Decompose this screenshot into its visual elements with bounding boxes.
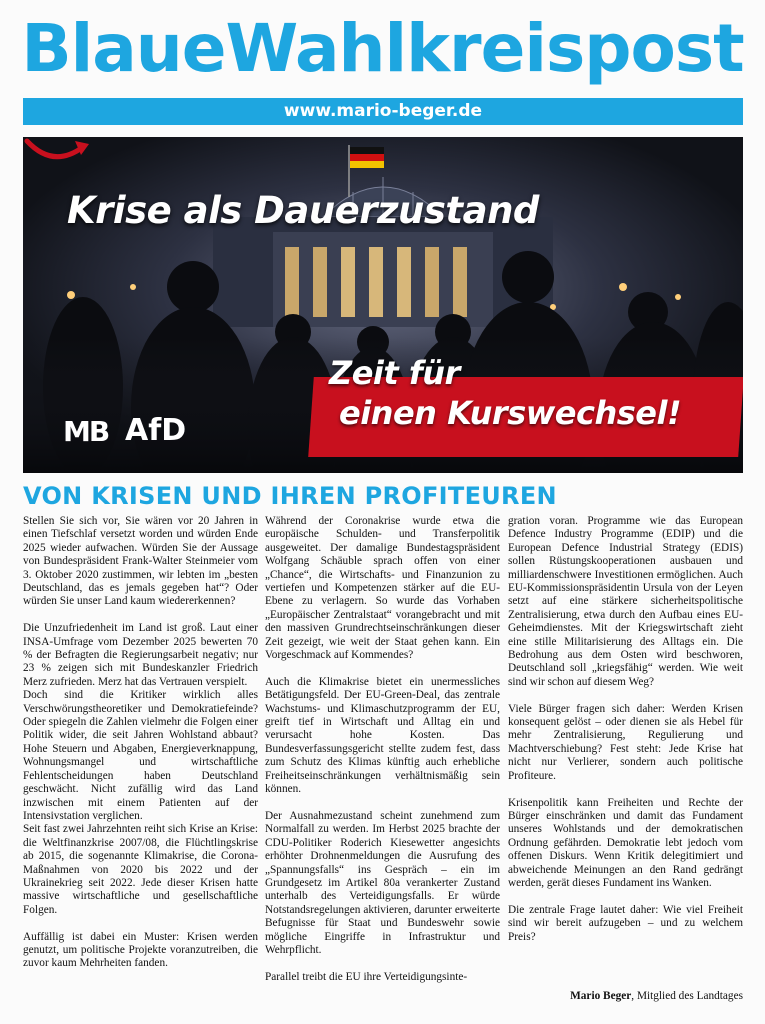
paragraph: Viele Bürger fragen sich daher: Werden Krisen konsequent gelöst – oder dienen sie als Hebel für mehr Zentralisierung, Regulierung und Machtverschiebung? Fest steht: Jede Krise hat nicht nur Verlierer, sondern auch politische Profiteure.	[508, 702, 743, 782]
article-column-3	[508, 515, 743, 957]
afd-logo: AfD	[125, 413, 187, 448]
author-name: Mario Beger	[570, 990, 632, 1002]
author-role: , Mitglied des Landtages	[631, 990, 743, 1002]
website-url-bar[interactable]	[23, 98, 743, 125]
article-column-2	[265, 515, 500, 998]
hero-subheadline-line2: einen Kurswechsel!	[339, 394, 682, 432]
paragraph: gration voran. Programme wie das European Defence Industry Programme (EDIP) und die European Defence Industrial Strategy (EDIS) sollen Rüstungskooperationen ausbauen und milliardenschwere Investitionen ermöglichen. Auch EU-Kommissionspräsidentin Ursula von der Leyen setzt auf eine stärkere sicherheitspolitische Zentralisierung, etwa durch den Aufbau eines EU-Geheimdienstes. Mit der Kriegswirtschaft zieht eine stille Militarisierung des Alltags ein. Die Bedrohung aus dem Osten wird beschworen, Deutschland soll „kriegsfähig“ werden. Wie weit sind wir schon auf diesem Weg?	[508, 515, 743, 688]
paragraph: Auffällig ist dabei ein Muster: Krisen werden genutzt, um politische Projekte voranzutreiben, die zuvor kaum Mehrheiten fanden.	[23, 930, 258, 970]
paragraph: Stellen Sie sich vor, Sie wären vor 20 Jahren in einen Tiefschlaf versetzt worden und würden Ende 2025 wieder aufwachen. Würden Sie der Aussage von Bundespräsident Frank-Walter Steinmeier vom 3. Oktober 2020 zustimmen, wir lebten im „besten Deutschland, das es jemals gegeben hat“? Oder würden Sie unser Land kaum wiedererkennen?	[23, 515, 258, 608]
paragraph: Seit fast zwei Jahrzehnten reiht sich Krise an Krise: die Weltfinanzkrise 2007/08, die Flüchtlingskrise ab 2015, die sogenannte Klimakrise, die Corona-Maßnahmen von 2020 bis 2022 und der Ukrainekrieg seit 2022. Jede dieser Krisen hatte massive wirtschaftliche und gesellschaftliche Folgen.	[23, 823, 258, 916]
hero-image	[23, 137, 743, 473]
paragraph: Krisenpolitik kann Freiheiten und Rechte der Bürger einschränken und damit das Fundament unseres Wohlstands und der demokratischen Ordnung gefährden. Demokratie lebt jedoch vom offenen Diskurs. Wenn Kritik delegitimiert und abweichende Meinungen an den Rand gedrängt werden, gerät dieses Fundament ins Wanken.	[508, 796, 743, 889]
paragraph: Auch die Klimakrise bietet ein unermessliches Betätigungsfeld. Der EU-Green-Deal, das zentrale Wachstums- und Klimaschutzprogramm der EU, greift tief in Wirtschaft und Alltag ein und verursacht hohe Kosten. Das Bundesverfassungsgericht stellte zudem fest, dass zum Schutz des Klimas künftig auch erhebliche Freiheitseinschränkungen verhältnismäßig sein können.	[265, 675, 500, 796]
hero-subheadline	[329, 353, 681, 433]
website-url[interactable]: www.mario-beger.de	[283, 101, 483, 121]
paragraph: Doch sind die Kritiker wirklich alles Verschwörungstheoretiker und Demokratiefeinde? Oder spiegeln die Zahlen vielmehr die Folgen einer Politik wider, die seit Jahren Wohlstand abbaut? Hohe Steuern und Abgaben, Energieverknappung, Wohnungsmangel und wirtschaftliche Fehlentscheidungen haben Deutschland geschwächt. Nicht zufällig wird das Land inzwischen mit einem Patienten auf der Intensivstation verglichen.	[23, 689, 258, 822]
paragraph: Der Ausnahmezustand scheint zunehmend zum Normalfall zu werden. Im Herbst 2025 brachte der CDU-Politiker Roderich Kiesewetter angesichts erhöhter Drohnenmeldungen die Ausrufung des „Spannungsfalls“ ins Gespräch – ein im Grundgesetz im Artikel 80a verankerter Zustand unterhalb des Verteidigungsfalls. Er würde Notstandsregelungen aktivieren, darunter erweiterte Befugnisse für Staat und Bundeswehr sowie mögliche Eingriffe in Infrastruktur und Wehrpflicht.	[265, 809, 500, 956]
paragraph: Die Unzufriedenheit im Land ist groß. Laut einer INSA-Umfrage vom Dezember 2025 bewerten 70 % der Befragten die Regierungsarbeit negativ; nur 23 % zeigen sich mit Bundeskanzler Friedrich Merz zufrieden. Merz hat das Vertrauen verspielt.	[23, 622, 258, 688]
paragraph: Die zentrale Frage lautet daher: Wie viel Freiheit sind wir bereit aufzugeben – und zu welchem Preis?	[508, 903, 743, 943]
paragraph: Parallel treibt die EU ihre Verteidigungsinte-	[265, 970, 468, 983]
masthead-title: BlaueWahlkreispost	[21, 10, 744, 87]
article-column-1	[23, 515, 258, 984]
afd-arrow-icon	[23, 137, 95, 167]
article-title: VON KRISEN UND IHREN PROFITEUREN	[23, 482, 557, 510]
hero-subheadline-line1: Zeit für	[329, 354, 460, 392]
paragraph: Während der Coronakrise wurde etwa die europäische Schulden- und Transferpolitik ausgeweitet. Der damalige Bundestagspräsident Wolfgang Schäuble sprach offen von einer „Chance“, die Wirtschafts- und Finanzunion zu vertiefen und Kompetenzen stärker auf die EU-Ebene zu verlagern. So wurde das Vorhaben „Europäischer Zentralstaat“ vorangebracht und mit den massiven Grundrechtseinschränkungen dieser Zeit gezeigt, wie weit der Staat gehen kann. Ein Vorgeschmack auf Kommendes?	[265, 515, 500, 662]
hero-headline: Krise als Dauerzustand	[67, 189, 539, 232]
author-signature	[508, 990, 743, 1002]
mb-logo: MB	[63, 415, 109, 448]
